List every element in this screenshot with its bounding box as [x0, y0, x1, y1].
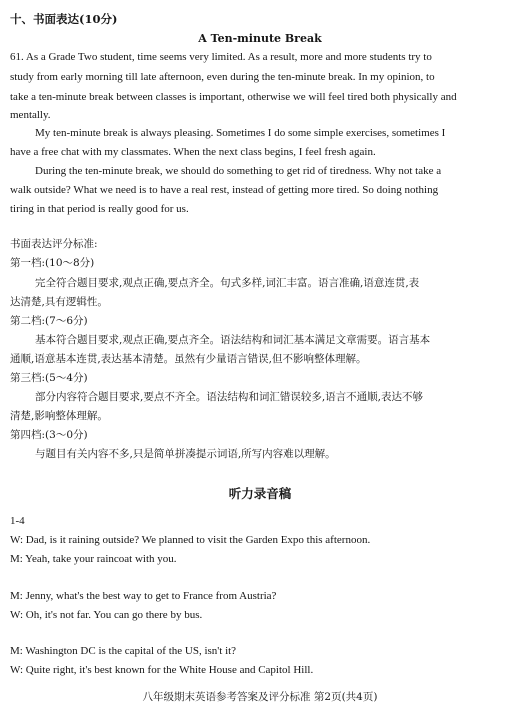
transcript-line: W: Dad, is it raining outside? We planned to visit the Garden Expo this afternoon. — [10, 534, 371, 546]
essay-line: take a ten-minute break between classes is important, otherwise we will feel tired both physically and — [10, 91, 457, 103]
page-footer: 八年级期末英语参考答案及评分标准 第2页(共4页) — [142, 691, 378, 703]
transcript-label: 1-4 — [10, 515, 25, 527]
criteria-line: 部分内容符合题目要求,要点不齐全。语法结构和词汇错误较多,语言不通顺,表达不够 — [35, 391, 424, 403]
transcript-title: 听力录音稿 — [228, 486, 292, 501]
transcript-line: M: Jenny, what's the best way to get to France from Austria? — [10, 590, 277, 602]
criteria-line: 完全符合题目要求,观点正确,要点齐全。句式多样,词汇丰富。语言准确,语意连贯,表 — [35, 277, 420, 289]
criteria-tier: 第一档:(10～8分) — [10, 257, 95, 269]
criteria-line: 清楚,影响整体理解。 — [10, 410, 108, 422]
essay-line: tiring in that period is really good for us. — [10, 203, 189, 215]
essay-line: walk outside? What we need is to have a real rest, instead of getting more tired. So doing nothing — [10, 184, 439, 196]
transcript-line: W: Oh, it's not far. You can go there by bus. — [10, 609, 203, 621]
essay-line: During the ten-minute break, we should do something to get rid of tiredness. Why not take a — [35, 165, 442, 177]
essay-title: A Ten-minute Break — [198, 32, 322, 45]
criteria-tier: 第二档:(7～6分) — [10, 315, 88, 327]
criteria-line: 通顺,语意基本连贯,表达基本清楚。虽然有少量语言错误,但不影响整体理解。 — [10, 353, 367, 365]
section-title: 十、书面表达(10分) — [10, 12, 118, 26]
criteria-line: 与题目有关内容不多,只是简单拼凑提示词语,所写内容难以理解。 — [35, 448, 336, 460]
essay-line: mentally. — [10, 109, 51, 121]
transcript-line: M: Washington DC is the capital of the US, isn't it? — [10, 645, 237, 657]
criteria-line: 基本符合题目要求,观点正确,要点齐全。语法结构和词汇基本满足文章需要。语言基本 — [35, 334, 431, 346]
essay-line: study from early morning till late afternoon, even during the ten-minute break. In my opinion, to — [10, 71, 435, 83]
criteria-tier: 第三档:(5～4分) — [10, 372, 88, 384]
transcript-line: M: Yeah, take your raincoat with you. — [10, 553, 177, 565]
essay-line: My ten-minute break is always pleasing. Sometimes I do some simple exercises, sometimes I — [35, 127, 446, 139]
transcript-line: W: Quite right, it's best known for the White House and Capitol Hill. — [10, 664, 314, 676]
criteria-heading: 书面表达评分标准: — [10, 238, 98, 250]
criteria-line: 达清楚,具有逻辑性。 — [10, 296, 108, 308]
essay-line: have a free chat with my classmates. When the next class begins, I feel fresh again. — [10, 146, 376, 158]
essay-line: 61. As a Grade Two student, time seems very limited. As a result, more and more students try to — [10, 51, 432, 63]
criteria-tier: 第四档:(3～0分) — [10, 429, 88, 441]
